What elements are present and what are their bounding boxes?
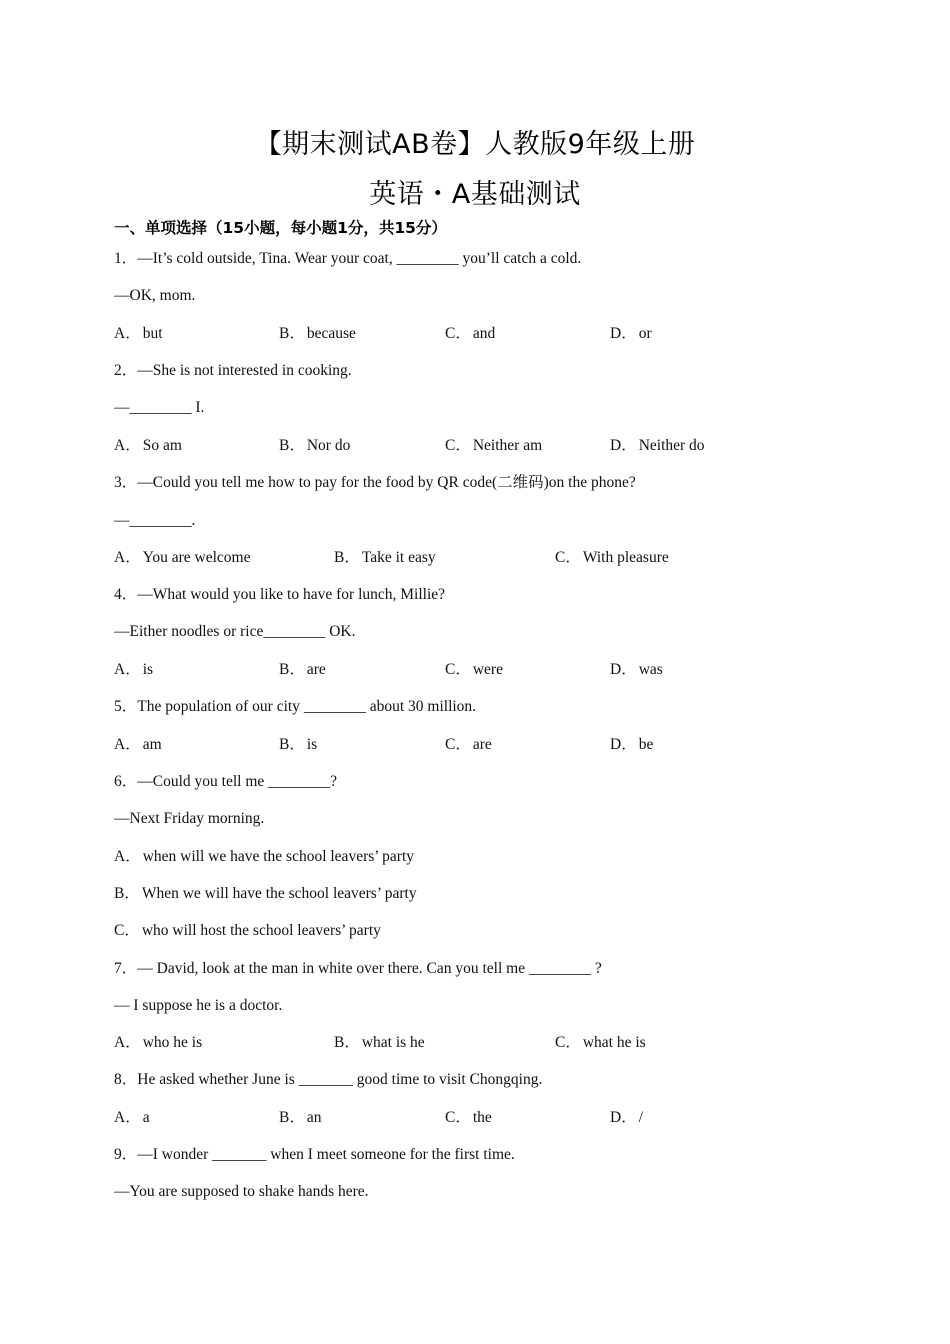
option-text: are: [472, 736, 492, 753]
question-7-option-a: [114, 1033, 202, 1053]
question-3-reply: —________.: [114, 512, 196, 529]
question-2-option-b: [279, 436, 350, 456]
option-label: A．: [114, 437, 141, 454]
section-heading: 一、单项选择（15小题，每小题1分，共15分）: [114, 219, 447, 237]
option-text: are: [306, 661, 326, 678]
question-1-option-d: [610, 324, 652, 344]
option-label: A．: [114, 549, 141, 566]
title-line-1: 【期末测试AB卷】人教版9年级上册: [254, 129, 696, 160]
option-text: was: [638, 661, 663, 678]
option-text: You are welcome: [142, 549, 251, 566]
question-7-reply: — I suppose he is a doctor.: [114, 997, 283, 1014]
option-label: B．: [334, 1034, 360, 1051]
option-text: because: [306, 325, 356, 342]
question-5-option-c: [445, 735, 492, 755]
question-4-option-c: [445, 660, 503, 680]
option-text: the: [472, 1109, 492, 1126]
option-label: C．: [555, 1034, 581, 1051]
option-text: but: [142, 325, 163, 342]
question-3-option-c: [555, 548, 669, 568]
option-text: a: [142, 1109, 150, 1126]
question-4-option-a: [114, 660, 153, 680]
question-1-option-c: [445, 324, 495, 344]
question-7-stem: 7．— David, look at the man in white over there. Can you tell me ________ ?: [114, 960, 602, 977]
option-label: B．: [114, 885, 140, 902]
question-9-reply: —You are supposed to shake hands here.: [114, 1183, 369, 1200]
question-1-stem: 1．—It’s cold outside, Tina. Wear your coat, ________ you’ll catch a cold.: [114, 250, 582, 267]
option-text: when will we have the school leavers’ party: [142, 848, 414, 865]
option-label: D．: [610, 736, 637, 753]
option-text: /: [638, 1109, 644, 1126]
option-label: C．: [114, 922, 140, 939]
option-text: and: [472, 325, 496, 342]
question-3-option-b: [334, 548, 436, 568]
option-label: B．: [279, 736, 305, 753]
option-text: what he is: [582, 1034, 646, 1051]
option-label: D．: [610, 325, 637, 342]
option-text: So am: [142, 437, 182, 454]
question-5-option-d: [610, 735, 653, 755]
question-3-stem: 3．—Could you tell me how to pay for the food by QR code(二维码)on the phone?: [114, 474, 636, 491]
option-text: an: [306, 1109, 322, 1126]
option-text: Neither do: [638, 437, 705, 454]
question-6-stem: 6．—Could you tell me ________?: [114, 773, 338, 790]
option-label: C．: [445, 1109, 471, 1126]
question-2-option-d: [610, 436, 705, 456]
question-4-option-b: [279, 660, 326, 680]
option-text: Take it easy: [361, 549, 436, 566]
option-label: C．: [445, 736, 471, 753]
option-label: A．: [114, 1034, 141, 1051]
option-text: Nor do: [306, 437, 351, 454]
option-label: B．: [334, 549, 360, 566]
option-text: who he is: [142, 1034, 203, 1051]
question-3-option-a: [114, 548, 250, 568]
option-label: D．: [610, 661, 637, 678]
option-label: A．: [114, 325, 141, 342]
question-4-reply: —Either noodles or rice________ OK.: [114, 623, 356, 640]
option-text: When we will have the school leavers’ party: [141, 885, 417, 902]
question-9-stem: 9．—I wonder _______ when I meet someone for the first time.: [114, 1146, 515, 1163]
question-1-option-a: [114, 324, 163, 344]
option-label: A．: [114, 1109, 141, 1126]
option-text: were: [472, 661, 503, 678]
option-text: what is he: [361, 1034, 425, 1051]
question-1-option-b: [279, 324, 356, 344]
option-label: B．: [279, 1109, 305, 1126]
question-6-option-c: [114, 921, 381, 941]
option-label: C．: [445, 437, 471, 454]
option-text: or: [638, 325, 652, 342]
question-8-option-c: [445, 1108, 492, 1128]
question-8-option-d: [610, 1108, 643, 1128]
question-8-option-a: [114, 1108, 150, 1128]
option-label: D．: [610, 1109, 637, 1126]
title-line-2: 英语・A基础测试: [369, 179, 581, 210]
option-label: A．: [114, 661, 141, 678]
option-label: C．: [555, 549, 581, 566]
option-text: is: [142, 661, 154, 678]
option-label: D．: [610, 437, 637, 454]
question-5-stem: 5．The population of our city ________ about 30 million.: [114, 698, 477, 715]
question-5-option-b: [279, 735, 317, 755]
option-text: is: [306, 736, 318, 753]
option-label: A．: [114, 736, 141, 753]
option-text: am: [142, 736, 162, 753]
question-5-option-a: [114, 735, 162, 755]
question-2-reply: —________ I.: [114, 399, 205, 416]
option-label: B．: [279, 437, 305, 454]
option-text: With pleasure: [582, 549, 669, 566]
question-8-stem: 8．He asked whether June is _______ good time to visit Chongqing.: [114, 1071, 543, 1088]
question-2-stem: 2．—She is not interested in cooking.: [114, 362, 352, 379]
question-4-option-d: [610, 660, 663, 680]
question-6-option-b: [114, 884, 417, 904]
option-label: C．: [445, 325, 471, 342]
option-label: B．: [279, 325, 305, 342]
question-8-option-b: [279, 1108, 321, 1128]
option-label: C．: [445, 661, 471, 678]
question-6-option-a: [114, 847, 414, 867]
option-label: B．: [279, 661, 305, 678]
question-7-option-c: [555, 1033, 646, 1053]
option-text: who will host the school leavers’ party: [141, 922, 381, 939]
option-label: A．: [114, 848, 141, 865]
question-7-option-b: [334, 1033, 425, 1053]
option-text: be: [638, 736, 654, 753]
question-6-reply: —Next Friday morning.: [114, 810, 265, 827]
question-4-stem: 4．—What would you like to have for lunch, Millie?: [114, 586, 446, 603]
question-2-option-a: [114, 436, 182, 456]
option-text: Neither am: [472, 437, 543, 454]
question-1-reply: —OK, mom.: [114, 287, 196, 304]
question-2-option-c: [445, 436, 542, 456]
